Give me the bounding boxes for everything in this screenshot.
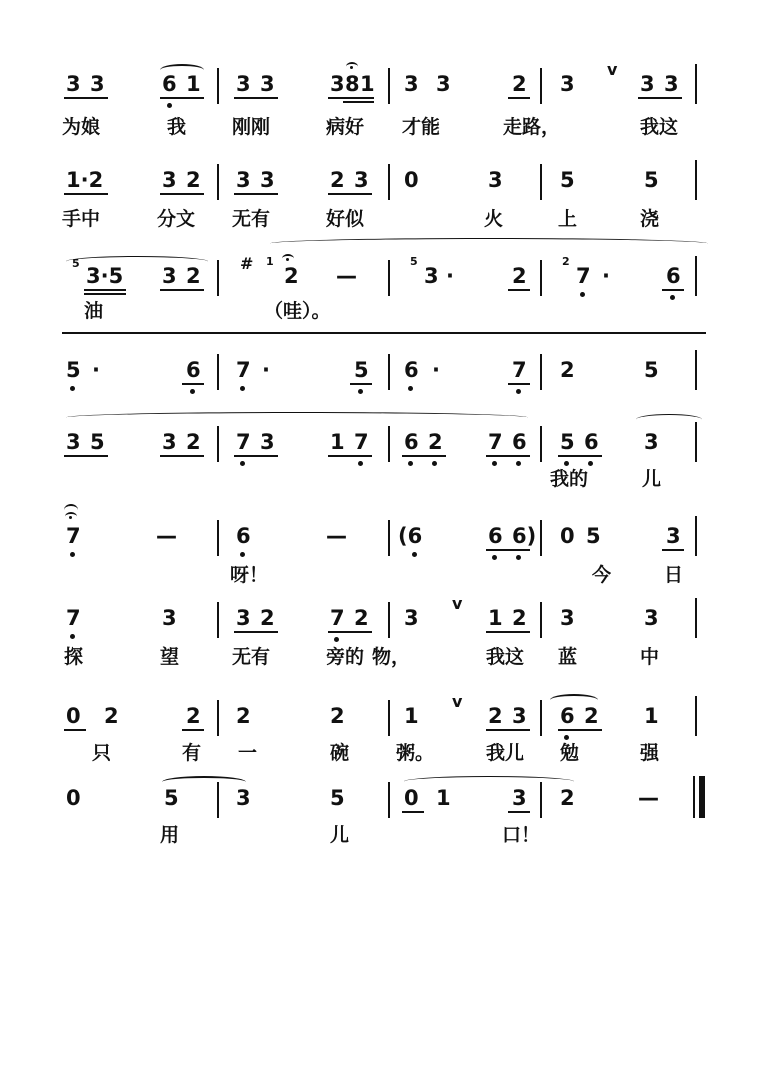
low-octave-dot (412, 552, 417, 557)
barline (540, 164, 542, 200)
slur (66, 412, 528, 423)
barline (388, 426, 390, 462)
final-barline-thin (693, 776, 695, 818)
barline (540, 260, 542, 296)
low-octave-dot (516, 461, 521, 466)
note: 2 (186, 704, 201, 728)
underline (182, 383, 204, 385)
note: 3 (260, 168, 275, 192)
fermata (65, 512, 77, 521)
underline (662, 289, 684, 291)
slur (160, 64, 204, 76)
note: 1 (360, 72, 375, 96)
note: 0 (66, 704, 81, 728)
note: 6) (512, 524, 537, 548)
barline (540, 602, 542, 638)
barline (217, 520, 219, 556)
low-octave-dot (492, 461, 497, 466)
note: 3 (436, 72, 451, 96)
lyric: 才能 (402, 116, 441, 138)
underline (508, 811, 530, 813)
barline (695, 64, 697, 104)
note: 2 (354, 606, 369, 630)
note: 2 (512, 264, 527, 288)
note: 3 (644, 430, 659, 454)
underline (486, 631, 530, 633)
note: 6 (186, 358, 201, 382)
barline (695, 598, 697, 638)
low-octave-dot (358, 389, 363, 394)
barline (695, 696, 697, 736)
lyric: 为娘 (62, 116, 101, 138)
lyric: 火 (484, 208, 504, 230)
barline (388, 260, 390, 296)
barline (388, 782, 390, 818)
low-octave-dot (70, 386, 75, 391)
barline (217, 782, 219, 818)
lyric: 无有 (232, 646, 271, 668)
note: 5 (644, 358, 659, 382)
lyric: 勉 (560, 742, 580, 764)
note: · (602, 264, 610, 288)
note: 6 (584, 430, 599, 454)
note: 3 (260, 430, 275, 454)
note: 3 (236, 786, 251, 810)
barline (695, 256, 697, 296)
note: 2 (284, 264, 299, 288)
note: · (446, 264, 454, 288)
note: 3 (236, 606, 251, 630)
note: 3 (260, 72, 275, 96)
underline (84, 293, 126, 295)
low-octave-dot (564, 461, 569, 466)
sharp-sign: # (240, 254, 254, 273)
low-octave-dot (670, 295, 675, 300)
slur (636, 414, 702, 425)
note: 1 (436, 786, 451, 810)
lyric: 粥。 (396, 742, 435, 764)
lyric: 儿 (330, 824, 350, 846)
underline (160, 289, 204, 291)
note: 7 (354, 430, 369, 454)
low-octave-dot (588, 461, 593, 466)
note: 2 (186, 430, 201, 454)
barline (388, 354, 390, 390)
note: 5 (164, 786, 179, 810)
slur (404, 776, 574, 787)
note: 3 (236, 72, 251, 96)
note: 3 (664, 72, 679, 96)
lyric: 走路， (503, 116, 561, 138)
note: 3 (644, 606, 659, 630)
slur (270, 238, 708, 249)
note: 6 (404, 430, 419, 454)
note: 3 (162, 168, 177, 192)
lyric: 病好 (326, 116, 365, 138)
note: 2 (236, 704, 251, 728)
underline (234, 193, 278, 195)
section-divider (62, 332, 706, 334)
note: 3 (512, 704, 527, 728)
lyric: 我这 (486, 646, 525, 668)
note: 3 (640, 72, 655, 96)
note: 5 (354, 358, 369, 382)
low-octave-dot (240, 461, 245, 466)
note: 3 (66, 72, 81, 96)
underline (402, 811, 424, 813)
lyric: 油 (84, 300, 104, 322)
underline (328, 631, 372, 633)
note: 6 (162, 72, 177, 96)
note: · (432, 358, 440, 382)
note: 1 (644, 704, 659, 728)
lyric: 只 (92, 742, 112, 764)
note: 3 (560, 606, 575, 630)
note: 2 (512, 72, 527, 96)
barline (388, 700, 390, 736)
underline (350, 383, 372, 385)
lyric: 儿 (642, 468, 662, 490)
barline (217, 426, 219, 462)
note: 7 (576, 264, 591, 288)
note: 3 (404, 606, 419, 630)
barline (695, 516, 697, 556)
lyric: 碗 (330, 742, 350, 764)
note: 1 (186, 72, 201, 96)
low-octave-dot (70, 634, 75, 639)
note: 2 (560, 358, 575, 382)
barline (388, 68, 390, 104)
low-octave-dot (167, 103, 172, 108)
low-octave-dot (492, 555, 497, 560)
underline (160, 455, 204, 457)
note: 7 (488, 430, 503, 454)
low-octave-dot (70, 552, 75, 557)
note: 2 (560, 786, 575, 810)
note: 3 (354, 168, 369, 192)
underline (328, 193, 372, 195)
note: 8 (345, 72, 360, 96)
note: 5 (90, 430, 105, 454)
note: 5 (560, 430, 575, 454)
lyric: 探 (64, 646, 84, 668)
lyric: 日 (664, 564, 684, 586)
note: 1 (330, 430, 345, 454)
note: 7 (66, 524, 81, 548)
underline (486, 455, 530, 457)
note: 2 (488, 704, 503, 728)
note: 3 (424, 264, 439, 288)
note: 3 (162, 264, 177, 288)
breath-mark: v (452, 594, 463, 613)
underline (558, 729, 602, 731)
barline (540, 782, 542, 818)
note: 3 (66, 430, 81, 454)
lyric: 望 (160, 646, 180, 668)
lyric: 我儿 (486, 742, 525, 764)
note: 6 (512, 430, 527, 454)
underline (328, 97, 374, 99)
note: 2 (186, 264, 201, 288)
note: 0 (66, 786, 81, 810)
underline (64, 729, 86, 731)
low-octave-dot (240, 386, 245, 391)
note: 2 (512, 606, 527, 630)
note: 5 (560, 168, 575, 192)
note: 3 (162, 430, 177, 454)
barline (540, 520, 542, 556)
breath-mark: v (452, 692, 463, 711)
underline (508, 383, 530, 385)
low-octave-dot (580, 292, 585, 297)
low-octave-dot (432, 461, 437, 466)
underline (508, 97, 530, 99)
barline (695, 160, 697, 200)
lyric: 口！ (502, 824, 541, 846)
barline (217, 260, 219, 296)
low-octave-dot (240, 552, 245, 557)
note: 2 (584, 704, 599, 728)
lyric: 中 (640, 646, 660, 668)
underline (64, 455, 108, 457)
lyric: 上 (558, 208, 578, 230)
note: 3 (488, 168, 503, 192)
underline (343, 101, 374, 103)
barline (388, 164, 390, 200)
underline (558, 455, 602, 457)
underline (234, 631, 278, 633)
note: 6 (236, 524, 251, 548)
underline (328, 455, 372, 457)
note: 2 (260, 606, 275, 630)
breath-mark: v (607, 60, 618, 79)
note: 1 (488, 606, 503, 630)
lyric: 物， (372, 646, 411, 668)
note: 1·2 (66, 168, 104, 192)
note: 6 (404, 358, 419, 382)
note: · (92, 358, 100, 382)
lyric: 强 (640, 742, 660, 764)
note: 3 (512, 786, 527, 810)
lyric: 手中 (62, 208, 101, 230)
underline (402, 455, 446, 457)
dash: — (638, 786, 659, 810)
note: 7 (236, 358, 251, 382)
low-octave-dot (516, 555, 521, 560)
lyric: 刚刚 (232, 116, 271, 138)
note: 0 (404, 168, 419, 192)
dash: — (336, 264, 357, 288)
note: 5 (66, 358, 81, 382)
lyric: 分文 (157, 208, 196, 230)
underline (234, 97, 278, 99)
grace-note: 5 (410, 255, 418, 268)
fermata (346, 62, 358, 71)
note: 7 (512, 358, 527, 382)
low-octave-dot (358, 461, 363, 466)
barline (217, 68, 219, 104)
note: 2 (104, 704, 119, 728)
low-octave-dot (408, 386, 413, 391)
note: 3 (560, 72, 575, 96)
note: 3 (404, 72, 419, 96)
barline (540, 354, 542, 390)
lyric: 我这 (640, 116, 679, 138)
note: 7 (330, 606, 345, 630)
note: 3 (90, 72, 105, 96)
note: 5 (586, 524, 601, 548)
lyric: 呀！ (230, 564, 269, 586)
note: (6 (398, 524, 423, 548)
note: 3·5 (86, 264, 124, 288)
note: 2 (330, 168, 345, 192)
lyric: 一 (238, 742, 258, 764)
note: 0 (404, 786, 419, 810)
lyric: 我的 (550, 468, 589, 490)
lyric: 无有 (232, 208, 271, 230)
grace-note: 5 (72, 257, 80, 270)
note: 6 (560, 704, 575, 728)
low-octave-dot (190, 389, 195, 394)
dash: — (156, 524, 177, 548)
barline (217, 602, 219, 638)
underline (662, 549, 684, 551)
barline (217, 700, 219, 736)
low-octave-dot (516, 389, 521, 394)
underline (160, 193, 204, 195)
lyric: 有 (182, 742, 202, 764)
lyric: 蓝 (558, 646, 578, 668)
underline (486, 549, 530, 551)
note: 6 (666, 264, 681, 288)
note: 2 (186, 168, 201, 192)
barline (540, 700, 542, 736)
underline (84, 289, 126, 291)
underline (182, 729, 204, 731)
note: · (262, 358, 270, 382)
barline (388, 602, 390, 638)
note: 3 (236, 168, 251, 192)
note: 3 (162, 606, 177, 630)
barline (695, 422, 697, 462)
lyric: 我 (167, 116, 187, 138)
barline (695, 350, 697, 390)
fermata (282, 254, 294, 263)
lyric: 好似 (326, 208, 365, 230)
barline (217, 354, 219, 390)
note: 2 (330, 704, 345, 728)
low-octave-dot (334, 637, 339, 642)
note: 7 (66, 606, 81, 630)
underline (508, 289, 530, 291)
note: 5 (644, 168, 659, 192)
lyric: 旁的 (326, 646, 365, 668)
lyric: 浇 (640, 208, 660, 230)
note: 3 (666, 524, 681, 548)
lyric: 用 (160, 824, 180, 846)
note: 3 (330, 72, 345, 96)
dash: — (326, 524, 347, 548)
underline (64, 97, 108, 99)
barline (388, 520, 390, 556)
barline (540, 426, 542, 462)
grace-note: 1 (266, 255, 274, 268)
underline (234, 455, 278, 457)
underline (160, 97, 204, 99)
barline (540, 68, 542, 104)
underline (64, 193, 108, 195)
note: 2 (428, 430, 443, 454)
note: 0 (560, 524, 575, 548)
note: 6 (488, 524, 503, 548)
underline (638, 97, 682, 99)
barline (217, 164, 219, 200)
low-octave-dot (564, 735, 569, 740)
underline (486, 729, 530, 731)
grace-note: 2 (562, 255, 570, 268)
note: 5 (330, 786, 345, 810)
lyric: （哇）。 (264, 300, 331, 322)
lyric: 今 (592, 564, 612, 586)
note: 7 (236, 430, 251, 454)
low-octave-dot (408, 461, 413, 466)
final-barline-thick (699, 776, 705, 818)
note: 1 (404, 704, 419, 728)
